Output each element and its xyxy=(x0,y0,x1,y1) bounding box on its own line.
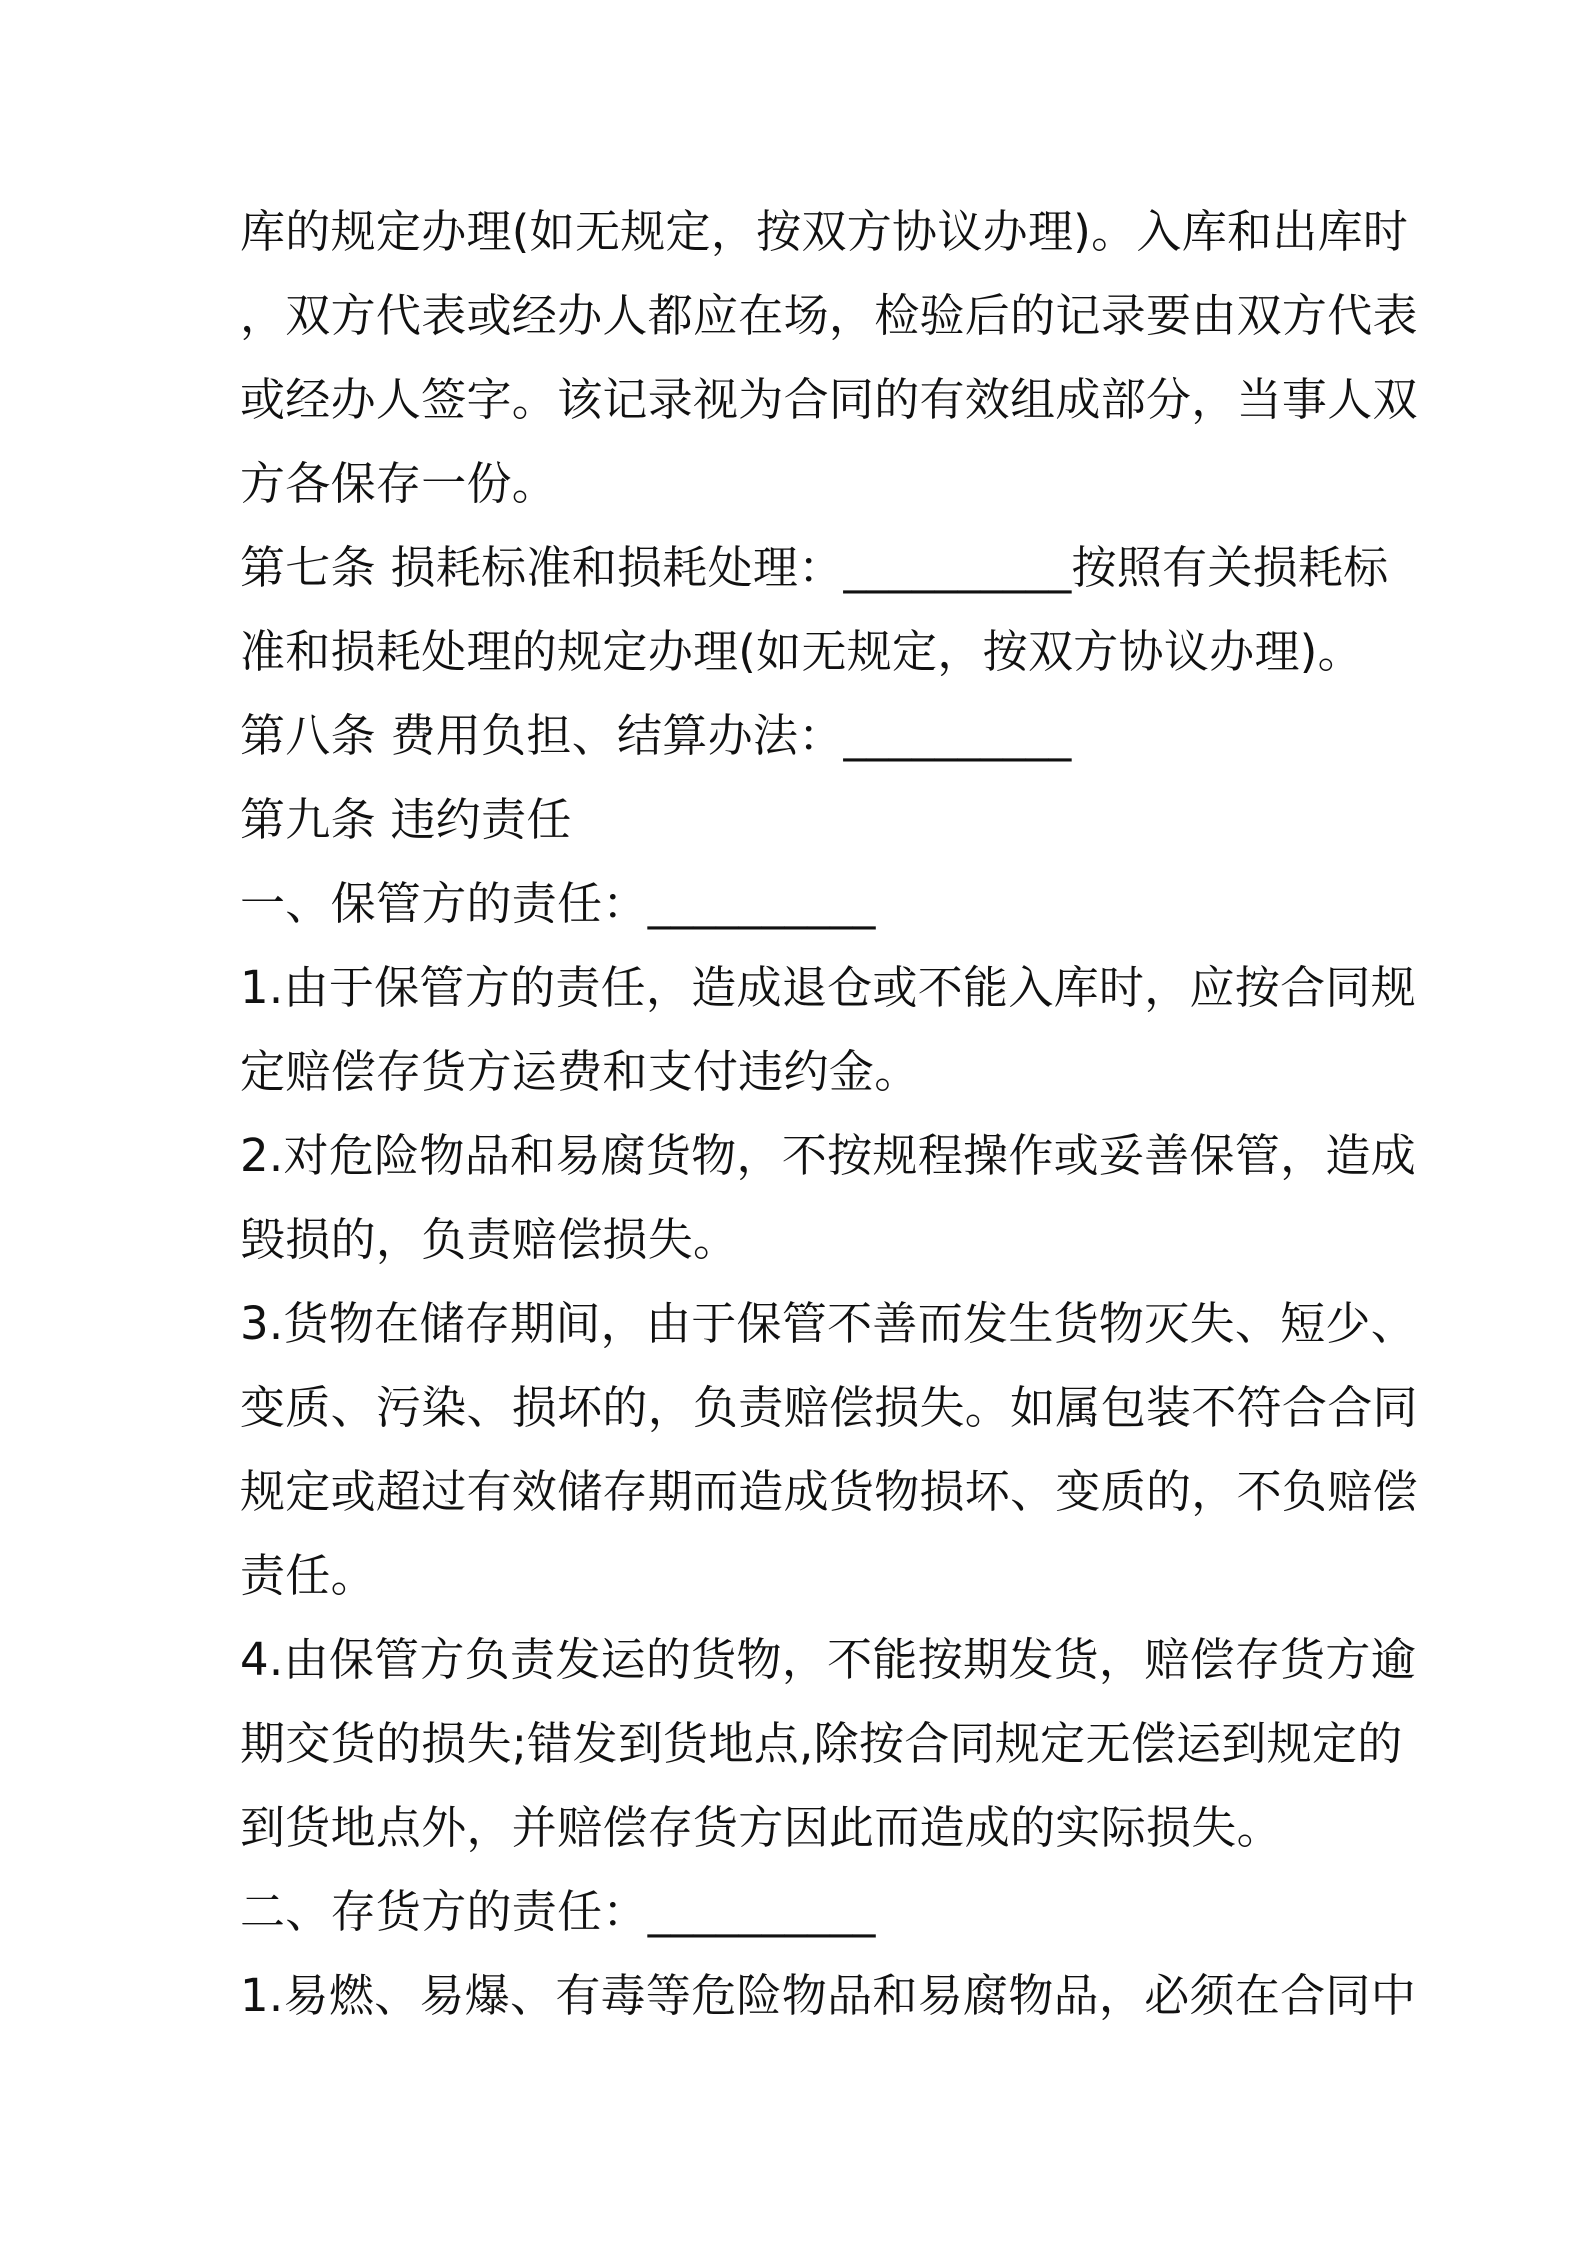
text-line: 定赔偿存货方运费和支付违约金。 xyxy=(240,1045,920,1098)
text-line: 期交货的损失;错发到货地点,除按合同规定无偿运到规定的 xyxy=(240,1717,1403,1770)
text-line: 到货地点外，并赔偿存货方因此而造成的实际损失。 xyxy=(240,1801,1282,1854)
text-line: 变质、污染、损坏的，负责赔偿损失。如属包装不符合合同 xyxy=(240,1381,1418,1434)
text-line: 准和损耗处理的规定办理(如无规定，按双方协议办理)。 xyxy=(240,625,1363,678)
list-item: 1.由于保管方的责任，造成退仓或不能入库时，应按合同规 xyxy=(240,961,1417,1014)
list-item: 1.易燃、易爆、有毒等危险物品和易腐物品，必须在合同中 xyxy=(240,1969,1417,2022)
text-line: 规定或超过有效储存期而造成货物损坏、变质的，不负赔偿 xyxy=(240,1465,1418,1518)
text-line: 毁损的，负责赔偿损失。 xyxy=(240,1213,739,1266)
section-keeper-heading: 一、保管方的责任：__________ xyxy=(240,877,876,930)
list-item: 4.由保管方负责发运的货物，不能按期发货，赔偿存货方逾 xyxy=(240,1633,1417,1686)
text-line: ，双方代表或经办人都应在场，检验后的记录要由双方代表 xyxy=(240,289,1418,342)
text-line: 库的规定办理(如无规定，按双方协议办理)。入库和出库时 xyxy=(240,205,1409,258)
text-line: 或经办人签字。该记录视为合同的有效组成部分，当事人双 xyxy=(240,373,1418,426)
text-line: 责任。 xyxy=(240,1549,376,1602)
article-9-heading: 第九条 违约责任 xyxy=(240,793,572,846)
list-item: 3.货物在储存期间，由于保管不善而发生货物灭失、短少、 xyxy=(240,1297,1417,1350)
article-8-heading: 第八条 费用负担、结算办法：__________ xyxy=(240,709,1072,762)
text-line: 方各保存一份。 xyxy=(240,457,558,510)
article-7-heading: 第七条 损耗标准和损耗处理：__________按照有关损耗标 xyxy=(240,541,1389,594)
document-body xyxy=(240,190,1418,2038)
section-depositor-heading: 二、存货方的责任：__________ xyxy=(240,1885,876,1938)
list-item: 2.对危险物品和易腐货物，不按规程操作或妥善保管，造成 xyxy=(240,1129,1417,1182)
